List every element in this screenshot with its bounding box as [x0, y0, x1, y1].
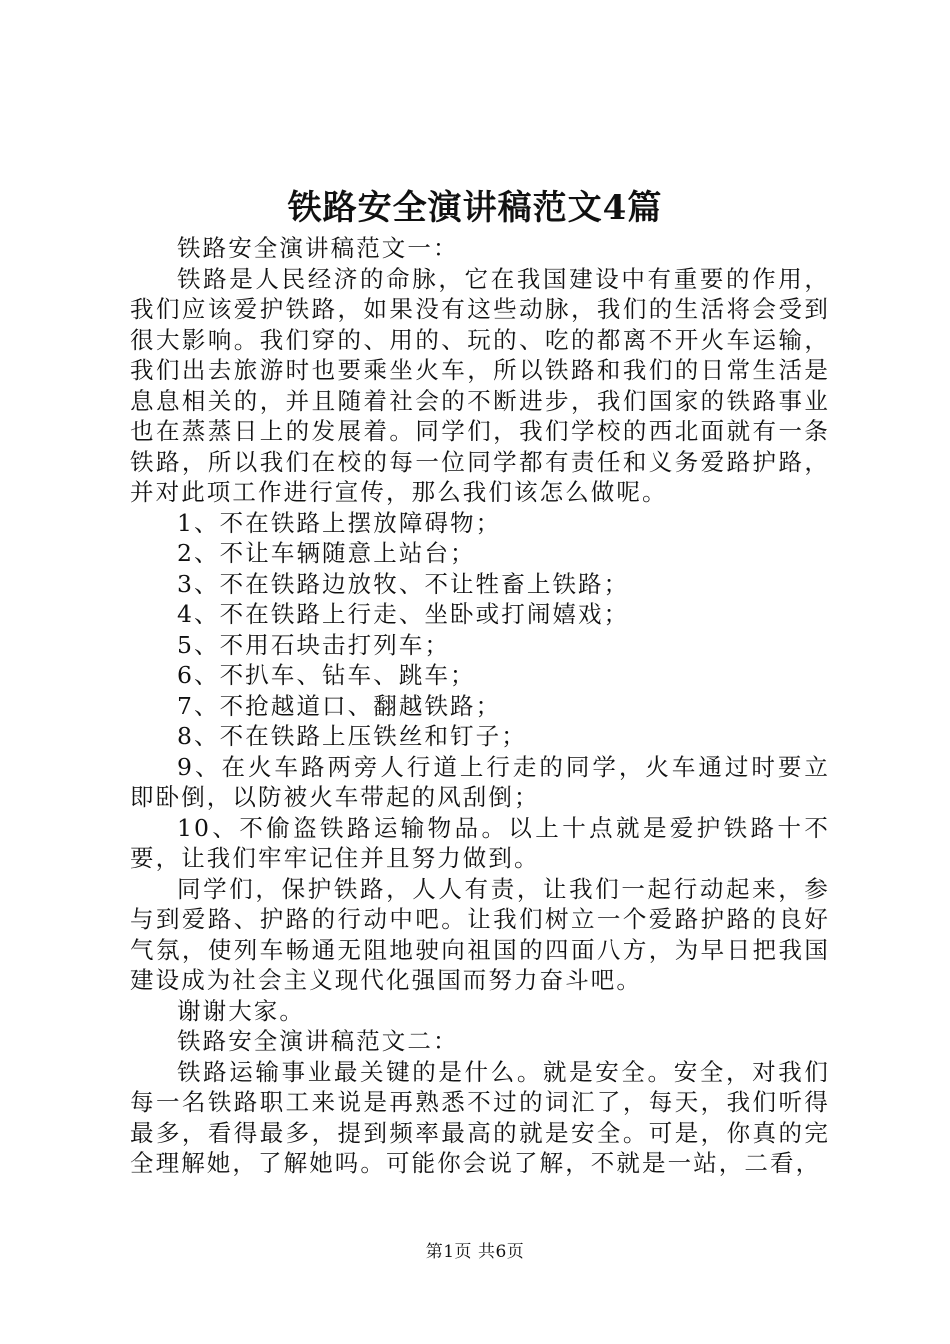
list-item-6: 6、不扒车、钻车、跳车； — [177, 661, 476, 689]
page-footer: 第1页 共6页 — [425, 1242, 525, 1262]
list-item-2: 2、不让车辆随意上站台； — [177, 539, 476, 567]
list-item-5: 5、不用石块击打列车； — [177, 630, 451, 659]
body-paragraph: 同学们，保护铁路，人人有责，让我们一起行动起来，参与到爱路、护路的行动中吧。让我们树立一个爱路护路的良好气氛，使列车畅通无阻地驶向祖国的四面八方，为早日把我国建设成为社会主义现代化强国而努力奋斗吧。 — [130, 874, 830, 994]
list-item-1: 1、不在铁路上摆放障碍物； — [177, 508, 502, 537]
closing-line: 谢谢大家。 — [177, 996, 305, 1025]
document-title: 铁路安全演讲稿范文4篇 — [287, 188, 663, 228]
section-heading-1: 铁路安全演讲稿范文一： — [177, 234, 459, 262]
list-item-7: 7、不抢越道口、翻越铁路； — [177, 691, 502, 720]
list-item-4: 4、不在铁路上行走、坐卧或打闹嬉戏； — [177, 600, 630, 628]
body-paragraph: 铁路运输事业最关键的是什么。就是安全。安全，对我们每一名铁路职工来说是再熟悉不过的词汇了，每天，我们听得最多，看得最多，提到频率最高的就是安全。可是，你真的完全理解她，了解她吗。可能你会说了解，不就是一站，二看， — [130, 1057, 830, 1177]
body-paragraph: 铁路是人民经济的命脉，它在我国建设中有重要的作用，我们应该爱护铁路，如果没有这些动脉，我们的生活将会受到很大影响。我们穿的、用的、玩的、吃的都离不开火车运输，我们出去旅游时也要乘坐火车，所以铁路和我们的日常生活是息息相关的，并且随着社会的不断进步，我们国家的铁路事业也在蒸蒸日上的发展着。同学们，我们学校的西北面就有一条铁路，所以我们在校的每一位同学都有责任和义务爱路护路，并对此项工作进行宣传，那么我们该怎么做呢。 — [130, 264, 830, 506]
document-body — [130, 233, 830, 1179]
list-item-9: 9、在火车路两旁人行道上行走的同学，火车通过时要立即卧倒，以防被火车带起的风刮倒； — [130, 752, 830, 811]
list-item-10: 10、不偷盗铁路运输物品。以上十点就是爱护铁路十不要，让我们牢牢记住并且努力做到。 — [130, 813, 830, 872]
section-heading-2: 铁路安全演讲稿范文二： — [177, 1027, 459, 1055]
list-item-3: 3、不在铁路边放牧、不让牲畜上铁路； — [177, 569, 630, 598]
list-item-8: 8、不在铁路上压铁丝和钉子； — [177, 722, 527, 750]
